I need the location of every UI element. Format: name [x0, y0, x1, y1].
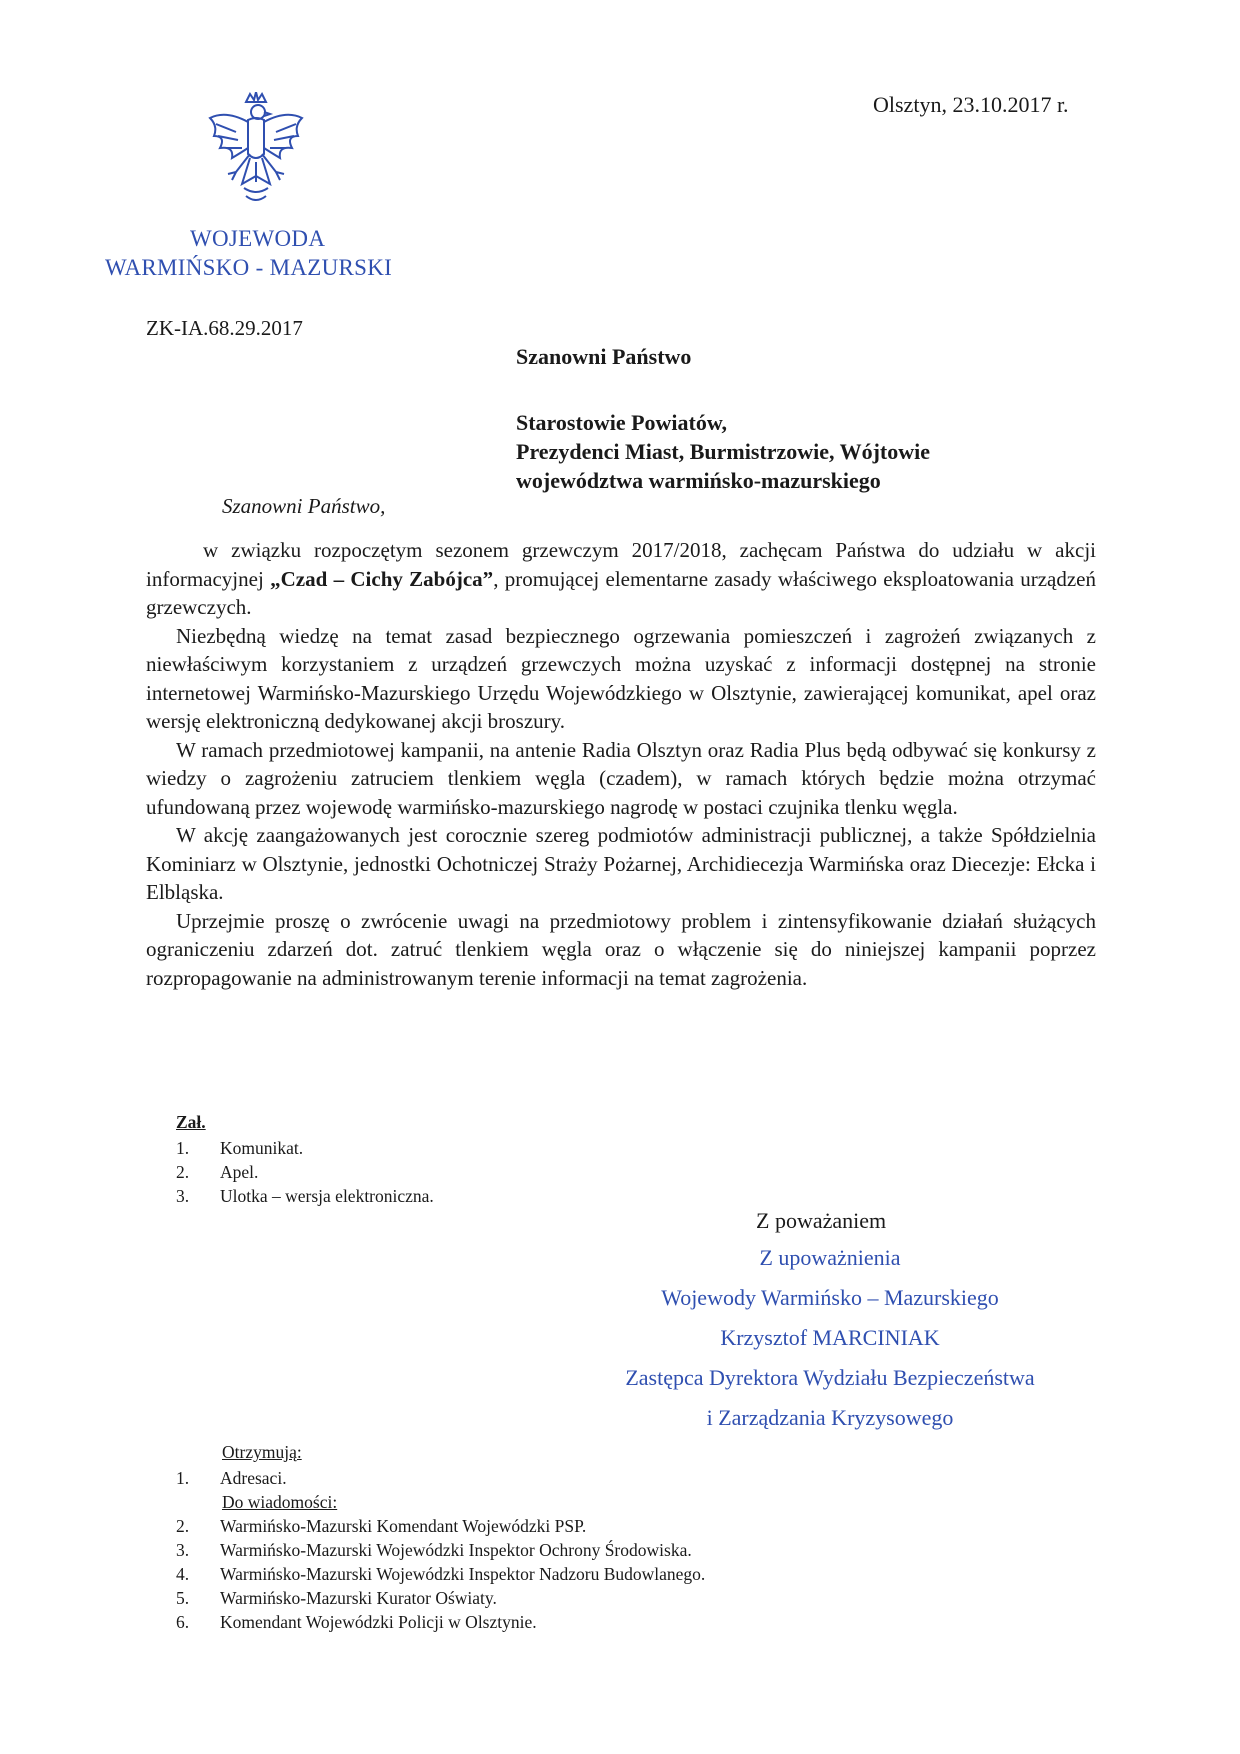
attachments-heading: Zał.: [176, 1112, 206, 1132]
item-text: Warmińsko-Mazurski Komendant Wojewódzki PSP.: [220, 1516, 587, 1536]
item-text: Warmińsko-Mazurski Wojewódzki Inspektor Nadzoru Budowlanego.: [220, 1564, 706, 1584]
item-number: 3.: [176, 1186, 190, 1206]
recipients-list: [176, 1466, 876, 1646]
list-item: [176, 1586, 876, 1610]
addressee-line: województwa warmińsko-mazurskiego: [516, 468, 881, 493]
signatory-title: Zastępca Dyrektora Wydziału Bezpieczeństwa: [625, 1365, 1035, 1390]
cc-heading-row: [176, 1490, 876, 1514]
item-number: 1.: [176, 1468, 190, 1488]
closing-regards: Z poważaniem: [756, 1208, 887, 1233]
item-text: Warmińsko-Mazurski Kurator Oświaty.: [220, 1588, 497, 1608]
attachments-list: [176, 1136, 576, 1216]
signatory-name: Krzysztof MARCINIAK: [720, 1325, 940, 1350]
item-number: 3.: [176, 1540, 190, 1560]
item-number: 4.: [176, 1564, 190, 1584]
eagle-emblem-icon: [206, 92, 306, 212]
addressee-salutation: Szanowni Państwo: [516, 344, 692, 369]
item-number: 6.: [176, 1612, 190, 1632]
office-title: WOJEWODA: [190, 226, 326, 251]
list-item: [176, 1514, 876, 1538]
paragraph-text: , promującej elementarne zasady właściwego eksploatowania urządzeń grzewczych.: [146, 566, 1096, 619]
signatory-title: i Zarządzania Kryzysowego: [706, 1405, 954, 1430]
list-item: [176, 1136, 576, 1160]
reference-number: ZK-IA.68.29.2017: [146, 316, 303, 340]
addressee-block: [516, 408, 930, 495]
item-text: Adresaci.: [220, 1468, 287, 1488]
item-text: Apel.: [220, 1162, 259, 1182]
list-item: [176, 1538, 876, 1562]
signature-line: Wojewody Warmińsko – Mazurskiego: [661, 1285, 999, 1310]
addressee-line: Starostowie Powiatów,: [516, 410, 728, 435]
item-number: 1.: [176, 1138, 190, 1158]
body-paragraph: [146, 536, 1096, 622]
body-paragraph: Niezbędną wiedzę na temat zasad bezpiecznego ogrzewania pomieszczeń i zagrożeń związanych z niewłaściwym korzystaniem z urządzeń grzewczych można uzyskać z informacji dostępnej na stronie internetowej Warmińsko-Mazurskiego Urzędu Wojewódzkiego w Olsztynie, zawierającej komunikat, apel oraz wersję elektroniczną dedykowanej akcji broszury.: [146, 623, 1096, 733]
item-text: Ulotka – wersja elektroniczna.: [220, 1186, 434, 1206]
list-item: [176, 1160, 576, 1184]
greeting: Szanowni Państwo,: [222, 494, 386, 518]
body-paragraph: W akcję zaangażowanych jest corocznie szereg podmiotów administracji publicznej, a także Spółdzielnia Kominiarz w Olsztynie, jednostki Ochotniczej Straży Pożarnej, Archidiecezja Warmińska oraz Diecezje: Ełcka i Elbląska.: [146, 823, 1096, 904]
list-item: [176, 1562, 876, 1586]
item-number: 2.: [176, 1162, 190, 1182]
body-paragraph: Uprzejmie proszę o zwrócenie uwagi na przedmiotowy problem i zintensyfikowanie działań służących ograniczeniu zdarzeń dot. zatruć tlenkiem węgla oraz o włączenie się do niniejszej kampanii poprzez rozpropagowanie na administrowanym terenie informacji na temat zagrożenia.: [146, 908, 1096, 990]
signature-line: Z upoważnienia: [759, 1245, 901, 1270]
campaign-name: „Czad – Cichy Zabójca”: [270, 566, 494, 591]
item-text: Komunikat.: [220, 1138, 304, 1158]
office-region: WARMIŃSKO - MAZURSKI: [105, 255, 393, 280]
item-text: Warmińsko-Mazurski Wojewódzki Inspektor Ochrony Środowiska.: [220, 1540, 692, 1560]
item-number: 5.: [176, 1588, 190, 1608]
list-item: [176, 1184, 576, 1208]
cc-heading: Do wiadomości:: [222, 1492, 338, 1512]
paragraph-text: w związku rozpoczętym sezonem grzewczym 2017/2018, zachęcam Państwa do udziału w akcji informacyjnej: [146, 538, 1096, 591]
list-item: [176, 1466, 876, 1490]
item-number: 2.: [176, 1516, 190, 1536]
body-paragraph: W ramach przedmiotowej kampanii, na antenie Radia Olsztyn oraz Radia Plus będą odbywać się konkursy z wiedzy o zagrożeniu zatruciem tlenkiem węgla (czadem), w ramach których będzie można otrzymać ufundowaną przez wojewodę warmińsko-mazurskiego nagrodę w postaci czujnika tlenku węgla.: [146, 737, 1096, 819]
letter-body: [146, 536, 1096, 992]
recipients-heading: Otrzymują:: [222, 1442, 302, 1462]
list-item: [176, 1610, 876, 1634]
addressee-line: Prezydenci Miast, Burmistrzowie, Wójtowie: [516, 439, 931, 464]
place-date: Olsztyn, 23.10.2017 r.: [873, 92, 1069, 117]
signature-block: [560, 1238, 1100, 1438]
item-text: Komendant Wojewódzki Policji w Olsztynie.: [220, 1612, 537, 1632]
